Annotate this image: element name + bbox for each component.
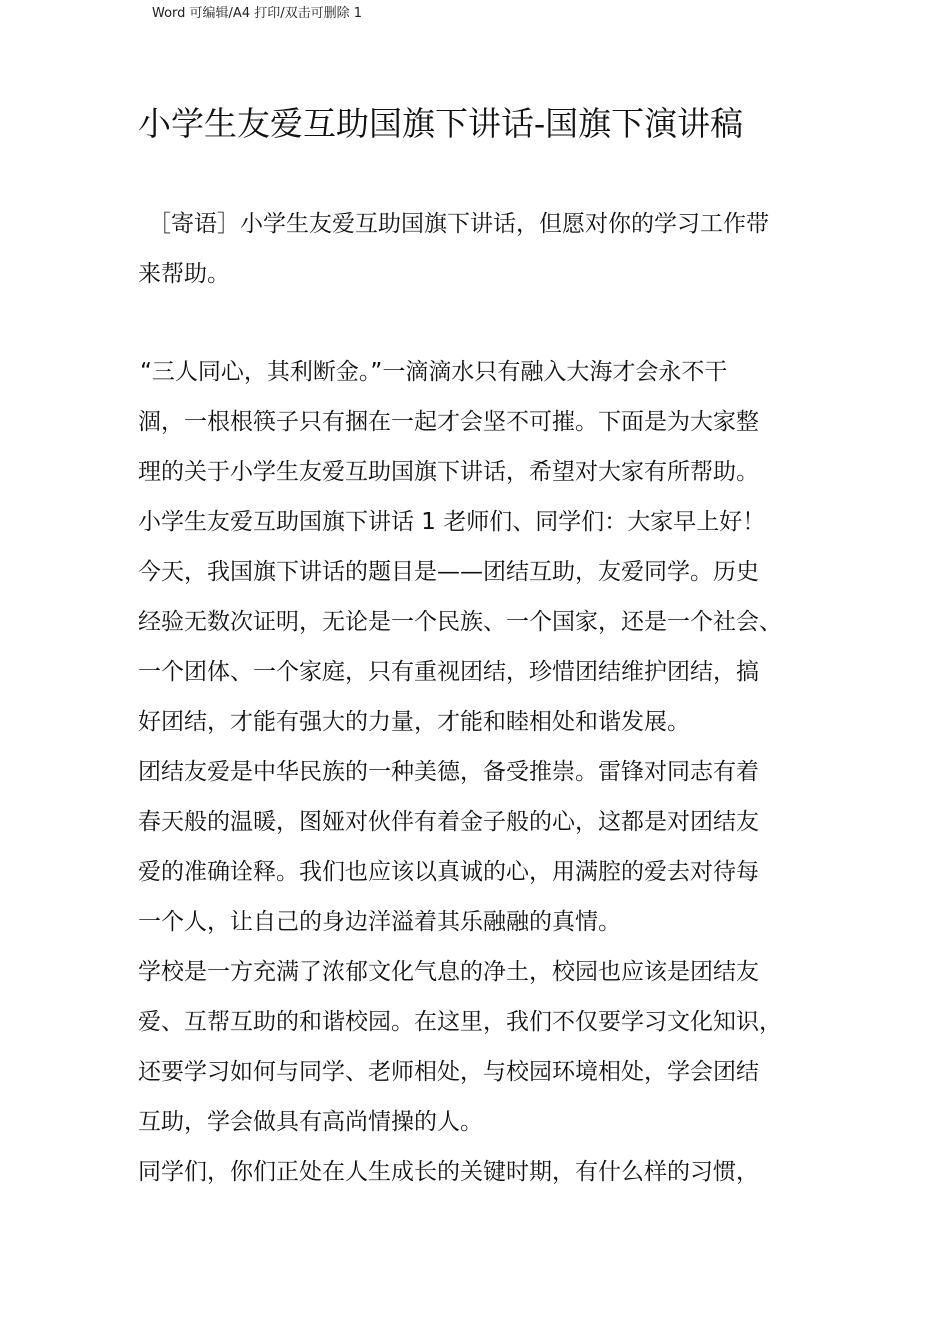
body-line: 一个团体、一个家庭，只有重视团结，珍惜团结维护团结，搞 bbox=[138, 659, 759, 685]
body-line: 还要学习如何与同学、老师相处，与校园环境相处，学会团结 bbox=[138, 1059, 759, 1085]
body-line: 同学们，你们正处在人生成长的关键时期，有什么样的习惯， bbox=[138, 1159, 759, 1185]
body-line: 小学生友爱互助国旗下讲话 1 老师们、同学们：大家早上好！ bbox=[138, 509, 766, 535]
body-line: 爱、互帮互助的和谐校园。在这里，我们不仅要学习文化知识， bbox=[138, 1009, 782, 1035]
body-line: 团结友爱是中华民族的一种美德，备受推崇。雷锋对同志有着 bbox=[138, 759, 759, 785]
body-line: 春天般的温暖，图娅对伙伴有着金子般的心，这都是对团结友 bbox=[138, 809, 759, 835]
document-title: 小学生友爱互助国旗下讲话-国旗下演讲稿 bbox=[138, 104, 744, 143]
body-line: 涸，一根根筷子只有捆在一起才会坚不可摧。下面是为大家整 bbox=[138, 409, 759, 435]
body-line: 来帮助。 bbox=[138, 261, 230, 287]
body-line: “三人同心，其利断金。”一滴滴水只有融入大海才会永不干 bbox=[140, 359, 728, 385]
body-line: 互助，学会做具有高尚情操的人。 bbox=[138, 1109, 483, 1135]
body-line: 好团结，才能有强大的力量，才能和睦相处和谐发展。 bbox=[138, 709, 690, 735]
body-line: 学校是一方充满了浓郁文化气息的净土，校园也应该是团结友 bbox=[138, 959, 759, 985]
body-line: 经验无数次证明，无论是一个民族、一个国家，还是一个社会、 bbox=[138, 609, 782, 635]
header-note: Word 可编辑/A4 打印/双击可删除 1 bbox=[152, 6, 363, 21]
body-line: 爱的准确诠释。我们也应该以真诚的心，用满腔的爱去对待每 bbox=[138, 859, 759, 885]
body-line: 今天，我国旗下讲话的题目是——团结互助，友爱同学。历史 bbox=[138, 559, 759, 585]
body-line: ［寄语］小学生友爱互助国旗下讲话，但愿对你的学习工作带 bbox=[148, 211, 769, 237]
body-line: 一个人，让自己的身边洋溢着其乐融融的真情。 bbox=[138, 909, 621, 935]
body-line: 理的关于小学生友爱互助国旗下讲话，希望对大家有所帮助。 bbox=[138, 459, 759, 485]
